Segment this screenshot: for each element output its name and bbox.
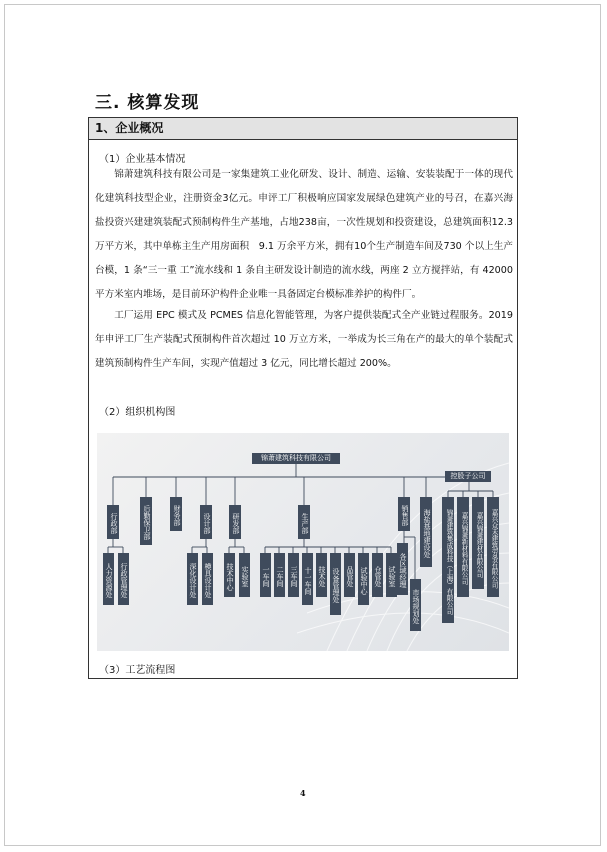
admin-child-hr: 人力资源处 xyxy=(103,553,114,605)
subsidiary-labor: 嘉兴众禾建筑劳务有限公司 xyxy=(487,497,499,597)
prod-child-equipment: 设备管理处 xyxy=(330,553,341,615)
design-child-detail: 深化设计处 xyxy=(187,553,198,605)
design-child-mold: 模具设计处 xyxy=(202,553,213,605)
admin-child-office: 行政管理处 xyxy=(118,553,129,605)
sales-child-market: 市场规划处 xyxy=(410,579,421,631)
page-number: 4 xyxy=(300,788,306,798)
dept-production: 生产部 xyxy=(298,505,310,539)
subsidiary-shanghai: 锦萧建筑集成科技（上海）有限公司 xyxy=(442,497,454,623)
prod-child-workshop-3: 三车间 xyxy=(288,553,299,597)
prod-child-workshop-2: 二车间 xyxy=(274,553,285,597)
company-overview-box xyxy=(88,117,518,679)
org-root: 锦萧建筑科技有限公司 xyxy=(252,453,340,464)
prod-child-quality: 品管处 xyxy=(344,553,355,597)
dept-logistics-security: 后勤保卫部 xyxy=(140,497,152,545)
org-chart-heading: （2）组织机构图 xyxy=(99,407,176,418)
prod-child-test-room: 试验室 xyxy=(386,553,397,597)
prod-child-warehouse: 仓管处 xyxy=(372,553,383,597)
dept-finance: 财务部 xyxy=(170,497,182,531)
prod-child-test-center: 试验中心 xyxy=(358,553,369,605)
basic-info-paragraph-1: 锦萧建筑科技有限公司是一家集建筑工业化研发、设计、制造、运输、安装装配于一体的现代化建筑科技型企业，注册资金3亿元。申评工厂积极响应国家发展绿色建筑产业的号召，在嘉兴海盐投资兴建建筑装配式预制构件生产基地，占地238亩，一次性规划和投资建设，总建筑面积12.3万平方米，其中单栋主生产用房面积 9.1 万余平方米，拥有10个生产制造车间及730 个以上生产台模，1 条“三一重 工”流水线和 1 条自主研发设计制造的流水线，两座 2 立方搅拌站，有 42000 平方米室内堆场，是目前环沪构件企业唯一具备固定台模标准养护的构件厂。 xyxy=(95,169,513,300)
org-chart xyxy=(97,433,509,651)
section-title: 三. 核算发现 xyxy=(95,93,200,113)
basic-info-heading: （1）企业基本情况 xyxy=(99,154,186,165)
subsidiary-new-material: 嘉兴锦萧新材料有限公司 xyxy=(457,497,469,597)
dept-admin: 行政部 xyxy=(107,505,119,539)
prod-child-tech: 技术处 xyxy=(316,553,327,597)
dept-rnd: 研发部 xyxy=(229,505,241,539)
rnd-child-tech-center: 技术中心 xyxy=(224,553,235,597)
dept-design: 设计部 xyxy=(200,505,212,539)
sales-child-region: 各区域经理 xyxy=(397,543,408,595)
subsidiary-building-material: 嘉兴锦萧建材有限公司 xyxy=(472,497,484,589)
box-heading: 1、企业概况 xyxy=(89,118,517,140)
rnd-child-lab: 实验室 xyxy=(239,553,250,597)
process-flow-heading: （3）工艺流程图 xyxy=(99,665,176,676)
org-subsidiary-group: 控股子公司 xyxy=(445,471,491,482)
dept-haiyan-base: 海盐基地建设处 xyxy=(420,497,432,567)
basic-info-paragraph-2: 工厂运用 EPC 模式及 PCMES 信息化智能管理，为客户提供装配式全产业链过程服务。2019 年申评工厂生产装配式预制构件首次超过 10 万立方米，一举成为长三角在产的最大的单个装配式建筑预制构件生产车间，实现产值超过 3 亿元，同比增长超过 200%。 xyxy=(95,310,513,369)
prod-child-workshop-1: 一车间 xyxy=(260,553,271,597)
dept-sales: 销售部 xyxy=(398,497,410,531)
prod-child-workshop-11: 十一车间 xyxy=(302,553,313,605)
